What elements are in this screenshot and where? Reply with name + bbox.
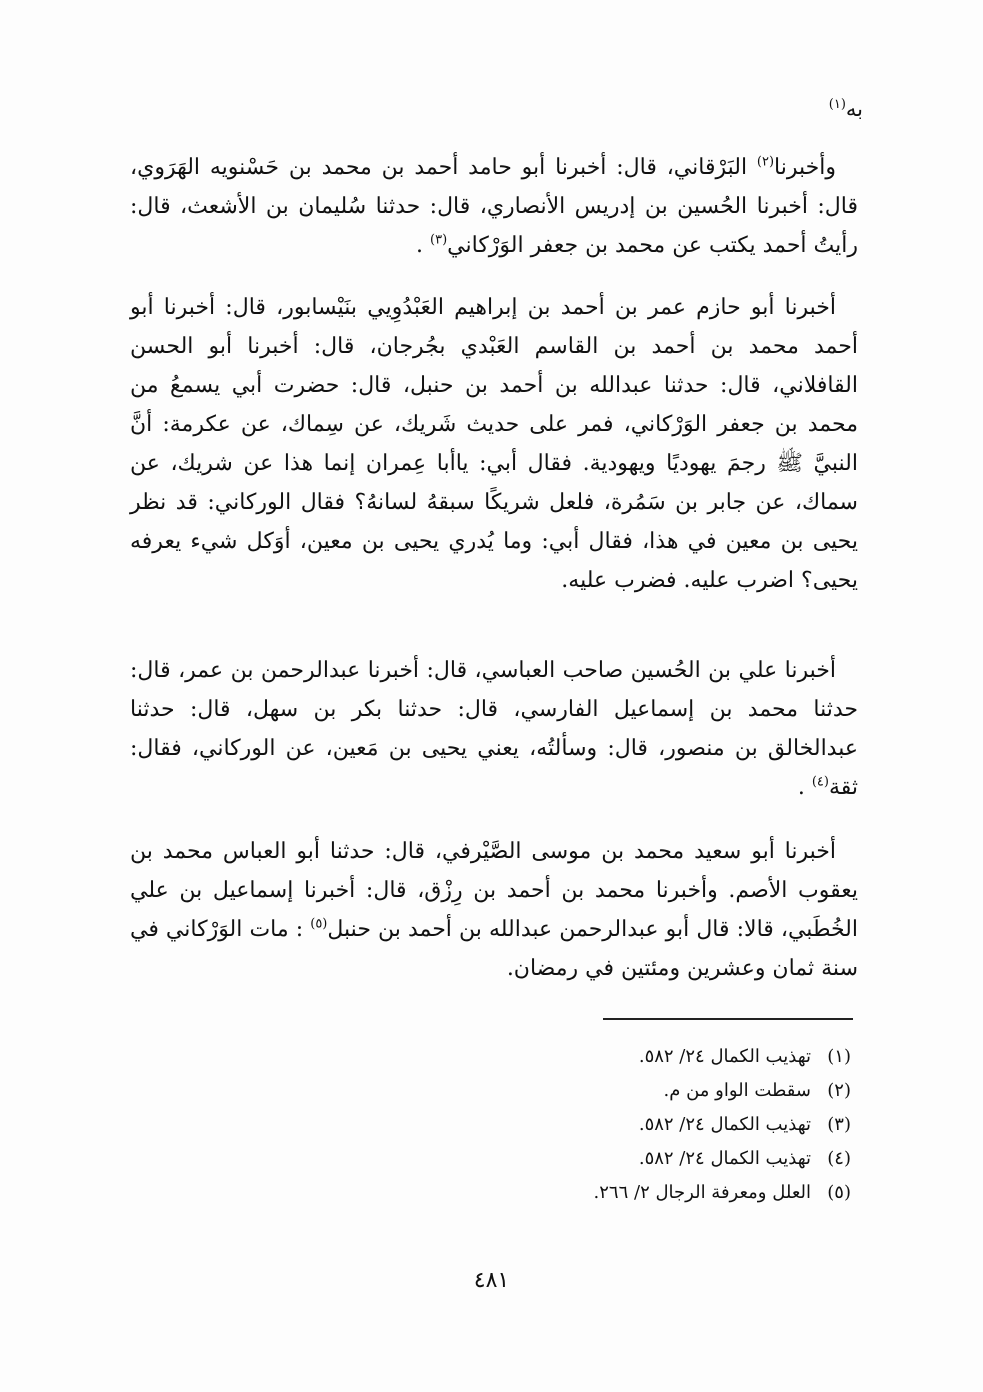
- paragraph-1-part-b: البَرْقاني، قال: أخبرنا أبو حامد أحمد بن محمد بن حَسْنويه الهَرَوي، قال: أخبرنا الحُسين بن إدريس الأنصاري، قال: حدثنا سُليمان بن الأشعث، قال: رأيتُ أحمد يكتب عن محمد بن جعفر الوَرْكاني: [130, 155, 858, 258]
- footnote-text: تهذيب الكمال ٢٤/ ٥٨٢.: [638, 1148, 811, 1169]
- footnote-1: [351, 1040, 851, 1074]
- footnote-text: تهذيب الكمال ٢٤/ ٥٨٢.: [638, 1046, 811, 1067]
- footnote-number: (٥): [827, 1182, 851, 1203]
- footnotes: [351, 1040, 851, 1210]
- paragraph-3-part-a: أخبرنا علي بن الحُسين صاحب العباسي، قال: أخبرنا عبدالرحمن بن عمر، قال: حدثنا محمد بن إسماعيل الفارسي، قال: حدثنا بكر بن سهل، قال: حدثنا عبدالخالق بن منصور، قال: وسألتُه، يعني يحيى بن مَعين، عن الوركاني، فقال: ثقة: [130, 658, 858, 800]
- paragraph-2: [130, 288, 858, 600]
- paragraph-4-part-b: : مات الوَرْكاني في سنة ثمان وعشرين ومئتين في رمضان.: [130, 917, 858, 981]
- page-number: ٤٨١: [473, 1268, 510, 1293]
- footnote-2: [351, 1074, 851, 1108]
- paragraph-4-part-a: أخبرنا أبو سعيد محمد بن موسى الصَّيْرفي، قال: حدثنا أبو العباس محمد بن يعقوب الأصم. وأخبرنا محمد بن أحمد بن رِزْق، قال: أخبرنا إسماعيل بن علي الخُطَبي، قالا: قال أبو عبدالرحمن عبدالله بن أحمد بن حنبل: [130, 839, 859, 942]
- footnote-number: (٤): [827, 1148, 851, 1169]
- paragraph-1: [130, 148, 858, 265]
- footnote-separator: [603, 1018, 853, 1020]
- carryover-word: به: [845, 97, 863, 121]
- footnote-3: [351, 1108, 851, 1142]
- footnote-marker-2: (٢): [756, 154, 775, 170]
- paragraph-1-text: [130, 148, 858, 265]
- footnote-marker-3: (٣): [430, 232, 448, 248]
- footnote-5: [351, 1176, 851, 1210]
- paragraph-4-text: [130, 832, 858, 988]
- footnote-number: (١): [827, 1046, 851, 1067]
- footnote-marker-1: (١): [828, 97, 846, 112]
- paragraph-4: [130, 832, 858, 988]
- footnote-number: (٣): [827, 1114, 851, 1135]
- footnote-marker-4: (٤): [811, 774, 829, 790]
- paragraph-1-part-a: وأخبرنا: [774, 155, 836, 180]
- footnote-text: سقطت الواو من م.: [663, 1080, 811, 1101]
- carryover-text: [829, 94, 863, 124]
- footnote-number: (٢): [827, 1080, 851, 1101]
- footnote-text: العلل ومعرفة الرجال ٢/ ٢٦٦.: [593, 1182, 811, 1203]
- paragraph-3: [130, 651, 858, 807]
- footnote-4: [351, 1142, 851, 1176]
- footnote-marker-5: (٥): [310, 916, 328, 932]
- footnote-text: تهذيب الكمال ٢٤/ ٥٨٢.: [638, 1114, 811, 1135]
- paragraph-3-part-b: .: [797, 775, 812, 800]
- paragraph-1-part-c: .: [416, 233, 431, 258]
- paragraph-3-text: [130, 651, 858, 807]
- paragraph-2-text: أخبرنا أبو حازم عمر بن أحمد بن إبراهيم العَبْدُوِيي بنَيْسابور، قال: أخبرنا أبو أحمد محمد بن أحمد بن القاسم العَبْدي بجُرجان، قال: أخبرنا أبو الحسن القافلاني، قال: حدثنا عبدالله بن أحمد بن حنبل، قال: حضرت أبي يسمعُ من محمد بن جعفر الوَرْكاني، فمر على حديث شَريك، عن سِماك، عن عكرمة: أنَّ النبيَّ ﷺ رجمَ يهوديًا ويهودية. فقال أبي: ياأبا عِمران إنما هذا عن شريك، عن سماك، عن جابر بن سَمُرة، فلعل شريكًا سبقهُ لسانهُ؟ فقال الوركاني: قد نظر يحيى بن معين في هذا، فقال أبي: وما يُدري يحيى بن معين، أوَكل شيء يعرفه يحيى؟ اضرب عليه. فضرب عليه.: [130, 295, 858, 593]
